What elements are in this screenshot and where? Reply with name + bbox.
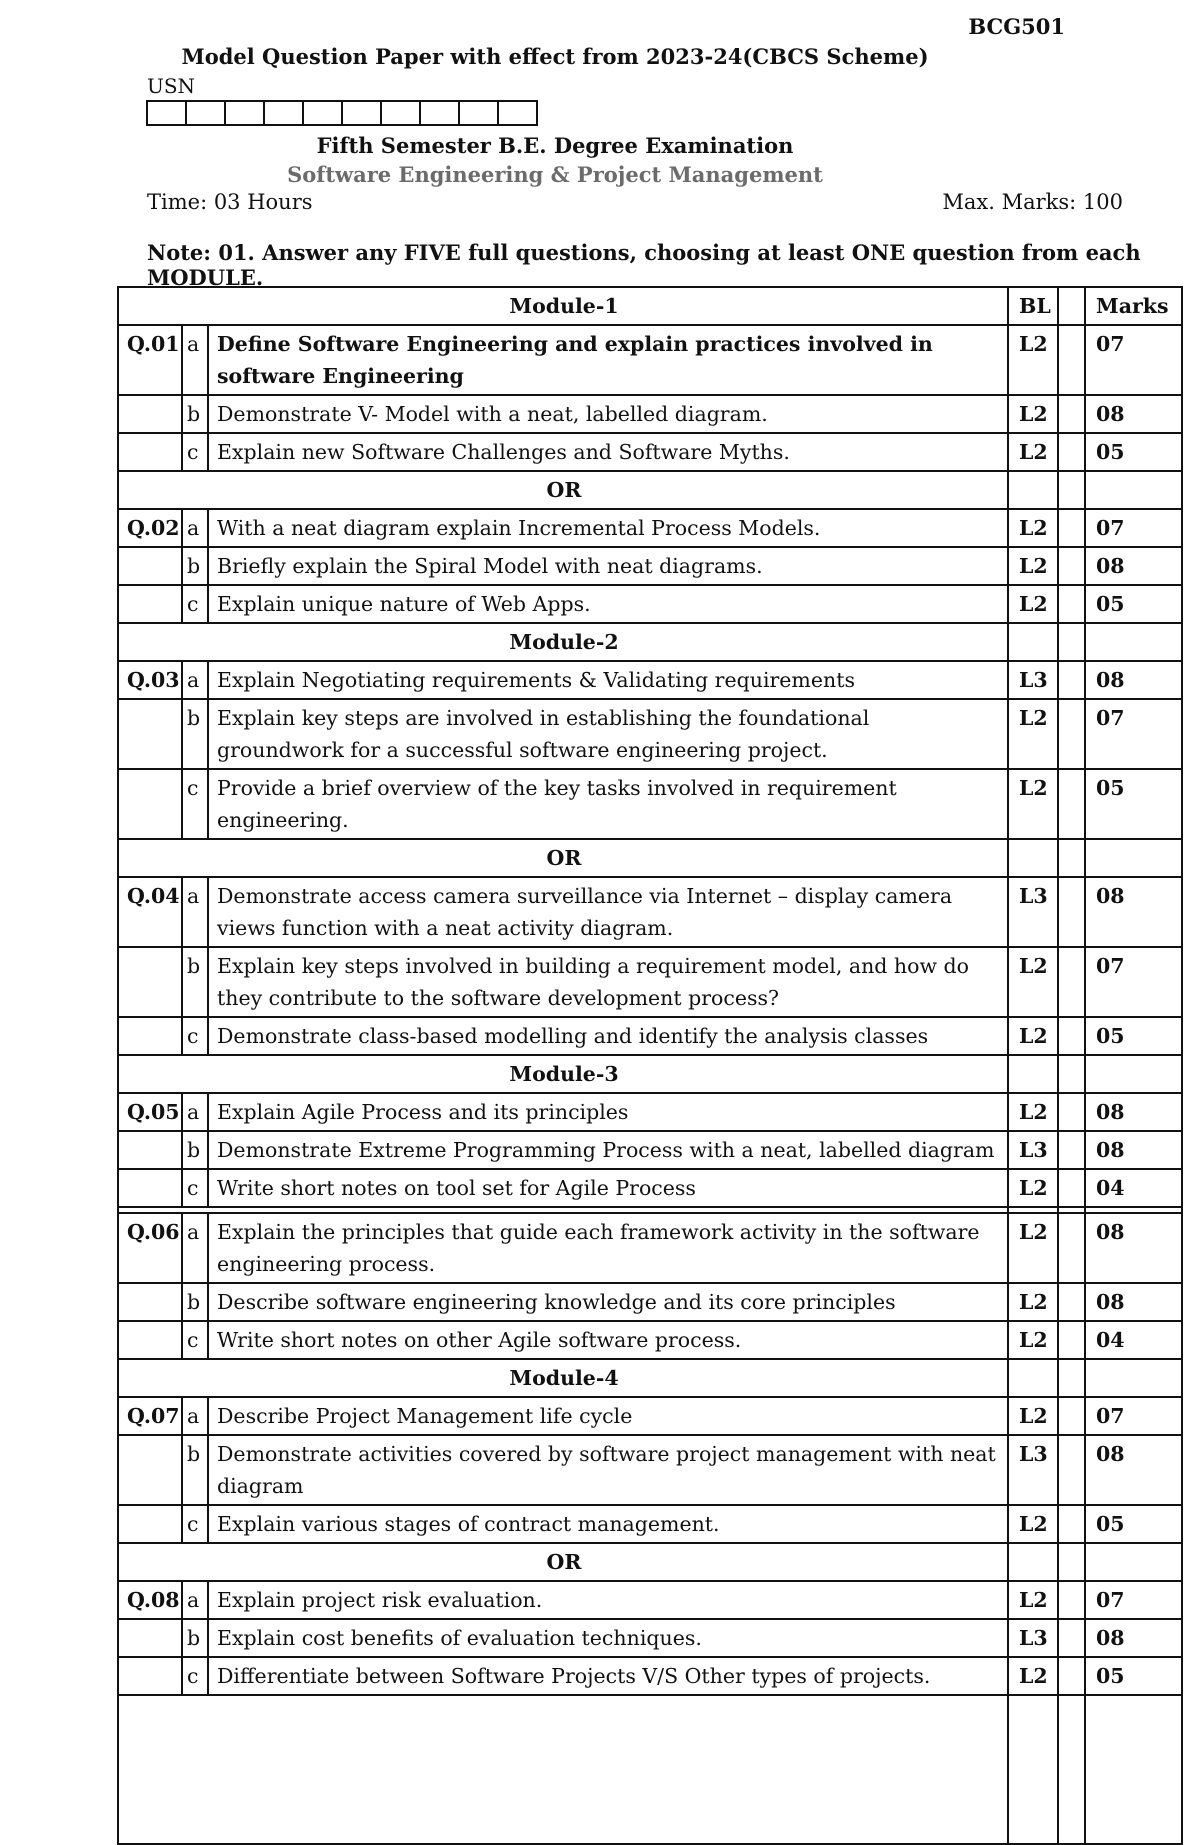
question-row [118, 1213, 1182, 1283]
question-number [118, 433, 182, 471]
question-marks: 04 [1085, 1321, 1182, 1359]
spacer-cell [1058, 1283, 1085, 1321]
spacer-cell [1085, 1543, 1182, 1581]
bloom-level: L2 [1008, 769, 1058, 839]
question-number [118, 1131, 182, 1169]
spacer-cell [1058, 509, 1085, 547]
question-text: Demonstrate class-based modelling and identify the analysis classes [208, 1017, 1008, 1055]
spacer-cell [1058, 839, 1085, 877]
module-heading: Module-3 [118, 1055, 1008, 1093]
bloom-level: L3 [1008, 877, 1058, 947]
question-number [118, 699, 182, 769]
bloom-level: L2 [1008, 1213, 1058, 1283]
time-duration: Time: 03 Hours [147, 190, 313, 214]
spacer-cell [1058, 1359, 1085, 1397]
question-row [118, 1283, 1182, 1321]
question-row [118, 661, 1182, 699]
question-number: Q.04 [118, 877, 182, 947]
bloom-level: L2 [1008, 699, 1058, 769]
subquestion-letter: b [182, 1619, 208, 1657]
empty-cell [1085, 1695, 1182, 1844]
question-row [118, 395, 1182, 433]
question-number [118, 395, 182, 433]
subquestion-letter: c [182, 1505, 208, 1543]
subquestion-letter: b [182, 1131, 208, 1169]
spacer-cell [1058, 325, 1085, 395]
usn-box [460, 100, 499, 126]
question-marks: 05 [1085, 1017, 1182, 1055]
question-table [117, 286, 1183, 1845]
subquestion-letter: b [182, 1435, 208, 1505]
subquestion-letter: c [182, 1169, 208, 1207]
usn-box [226, 100, 265, 126]
bloom-level: L2 [1008, 947, 1058, 1017]
question-number [118, 1283, 182, 1321]
empty-filler-row [118, 1695, 1182, 1844]
spacer-cell [1058, 623, 1085, 661]
subquestion-letter: b [182, 395, 208, 433]
question-marks: 08 [1085, 1131, 1182, 1169]
question-number: Q.05 [118, 1093, 182, 1131]
question-text: Demonstrate V- Model with a neat, labelled diagram. [208, 395, 1008, 433]
usn-box [187, 100, 226, 126]
bloom-level: L2 [1008, 1017, 1058, 1055]
module-heading: Module-4 [118, 1359, 1008, 1397]
bloom-level: L3 [1008, 661, 1058, 699]
empty-cell [118, 1695, 1008, 1844]
spacer-cell [1058, 1435, 1085, 1505]
usn-label: USN [147, 74, 196, 98]
spacer-cell [1058, 1017, 1085, 1055]
spacer-cell [1058, 1543, 1085, 1581]
spacer-cell [1058, 1581, 1085, 1619]
usn-box [499, 100, 538, 126]
usn-box [265, 100, 304, 126]
question-marks: 08 [1085, 547, 1182, 585]
spacer-cell [1085, 623, 1182, 661]
subquestion-letter: c [182, 769, 208, 839]
question-row [118, 1017, 1182, 1055]
question-row [118, 1619, 1182, 1657]
question-marks: 08 [1085, 1619, 1182, 1657]
spacer-cell [1058, 287, 1085, 325]
question-text: Describe Project Management life cycle [208, 1397, 1008, 1435]
question-text: Briefly explain the Spiral Model with neat diagrams. [208, 547, 1008, 585]
spacer-cell [1058, 1505, 1085, 1543]
empty-cell [1058, 1695, 1085, 1844]
question-marks: 08 [1085, 1213, 1182, 1283]
or-row [118, 1543, 1182, 1581]
question-number [118, 585, 182, 623]
question-number [118, 947, 182, 1017]
question-text: Write short notes on tool set for Agile Process [208, 1169, 1008, 1207]
spacer-cell [1008, 471, 1058, 509]
bloom-level: L2 [1008, 547, 1058, 585]
bloom-level: L2 [1008, 1283, 1058, 1321]
module-header-row [118, 1359, 1182, 1397]
question-marks: 08 [1085, 1093, 1182, 1131]
spacer-cell [1058, 1131, 1085, 1169]
question-text: Demonstrate activities covered by software project management with neat diagram [208, 1435, 1008, 1505]
subquestion-letter: a [182, 877, 208, 947]
subquestion-letter: b [182, 1283, 208, 1321]
bloom-level: L2 [1008, 1093, 1058, 1131]
spacer-cell [1058, 471, 1085, 509]
subquestion-letter: a [182, 325, 208, 395]
question-number [118, 1169, 182, 1207]
bloom-level: L2 [1008, 1169, 1058, 1207]
spacer-cell [1058, 1213, 1085, 1283]
question-text: Demonstrate Extreme Programming Process with a neat, labelled diagram [208, 1131, 1008, 1169]
spacer-cell [1008, 1543, 1058, 1581]
spacer-cell [1058, 661, 1085, 699]
question-text: Explain various stages of contract management. [208, 1505, 1008, 1543]
column-header-bl: BL [1008, 287, 1058, 325]
spacer-cell [1085, 839, 1182, 877]
spacer-cell [1058, 433, 1085, 471]
spacer-cell [1058, 1397, 1085, 1435]
question-text: Explain cost benefits of evaluation techniques. [208, 1619, 1008, 1657]
question-text: Provide a brief overview of the key tasks involved in requirement engineering. [208, 769, 1008, 839]
question-text: Explain new Software Challenges and Software Myths. [208, 433, 1008, 471]
subquestion-letter: a [182, 1581, 208, 1619]
bloom-level: L2 [1008, 1397, 1058, 1435]
question-row [118, 769, 1182, 839]
spacer-cell [1058, 699, 1085, 769]
bloom-level: L3 [1008, 1619, 1058, 1657]
question-marks: 07 [1085, 699, 1182, 769]
spacer-cell [1008, 839, 1058, 877]
or-separator: OR [118, 1543, 1008, 1581]
column-header-marks: Marks [1085, 287, 1182, 325]
spacer-cell [1058, 769, 1085, 839]
question-number: Q.08 [118, 1581, 182, 1619]
question-row [118, 1093, 1182, 1131]
question-number [118, 1321, 182, 1359]
question-marks: 08 [1085, 661, 1182, 699]
bloom-level: L2 [1008, 585, 1058, 623]
spacer-cell [1008, 1055, 1058, 1093]
usn-box [343, 100, 382, 126]
spacer-cell [1058, 1093, 1085, 1131]
module-header-row [118, 623, 1182, 661]
spacer-cell [1085, 1055, 1182, 1093]
question-number [118, 1619, 182, 1657]
or-separator: OR [118, 839, 1008, 877]
usn-box [148, 100, 187, 126]
question-marks: 08 [1085, 1435, 1182, 1505]
question-number [118, 769, 182, 839]
question-row [118, 1581, 1182, 1619]
question-marks: 07 [1085, 1581, 1182, 1619]
question-marks: 08 [1085, 877, 1182, 947]
question-number: Q.03 [118, 661, 182, 699]
question-marks: 08 [1085, 395, 1182, 433]
question-marks: 08 [1085, 1283, 1182, 1321]
subquestion-letter: c [182, 1321, 208, 1359]
question-marks: 05 [1085, 1505, 1182, 1543]
bloom-level: L2 [1008, 433, 1058, 471]
subquestion-letter: c [182, 585, 208, 623]
exam-title: Fifth Semester B.E. Degree Examination [316, 133, 794, 158]
spacer-cell [1085, 1359, 1182, 1397]
spacer-cell [1058, 1169, 1085, 1207]
or-row [118, 839, 1182, 877]
subquestion-letter: a [182, 661, 208, 699]
question-row [118, 1321, 1182, 1359]
subquestion-letter: b [182, 547, 208, 585]
question-row [118, 585, 1182, 623]
usn-box [382, 100, 421, 126]
or-separator: OR [118, 471, 1008, 509]
subquestion-letter: a [182, 1397, 208, 1435]
max-marks: Max. Marks: 100 [942, 190, 1123, 214]
question-row [118, 1397, 1182, 1435]
question-number [118, 1017, 182, 1055]
question-text: Write short notes on other Agile software process. [208, 1321, 1008, 1359]
question-row [118, 1505, 1182, 1543]
question-text: Demonstrate access camera surveillance via Internet – display camera views function with a neat activity diagram. [208, 877, 1008, 947]
usn-box [421, 100, 460, 126]
bloom-level: L2 [1008, 509, 1058, 547]
subquestion-letter: c [182, 433, 208, 471]
question-row [118, 877, 1182, 947]
instructions-note: Note: 01. Answer any FIVE full questions, choosing at least ONE question from each MODULE. [147, 240, 1141, 290]
question-number: Q.02 [118, 509, 182, 547]
spacer-cell [1085, 471, 1182, 509]
bloom-level: L3 [1008, 1435, 1058, 1505]
question-text: Explain key steps involved in building a requirement model, and how do they contribute to the software development process? [208, 947, 1008, 1017]
question-number: Q.01 [118, 325, 182, 395]
question-number [118, 1657, 182, 1695]
question-text: Explain unique nature of Web Apps. [208, 585, 1008, 623]
subquestion-letter: c [182, 1017, 208, 1055]
spacer-cell [1058, 1321, 1085, 1359]
usn-box [304, 100, 343, 126]
spacer-cell [1058, 877, 1085, 947]
subquestion-letter: a [182, 509, 208, 547]
usn-boxes [146, 100, 538, 126]
paper-title: Model Question Paper with effect from 2023-24(CBCS Scheme) [181, 44, 929, 69]
question-marks: 05 [1085, 585, 1182, 623]
spacer-cell [1058, 547, 1085, 585]
subquestion-letter: a [182, 1213, 208, 1283]
question-row [118, 1435, 1182, 1505]
question-marks: 07 [1085, 325, 1182, 395]
question-row [118, 509, 1182, 547]
spacer-cell [1058, 947, 1085, 1017]
question-number [118, 1505, 182, 1543]
question-marks: 05 [1085, 769, 1182, 839]
spacer-cell [1058, 395, 1085, 433]
empty-cell [1008, 1695, 1058, 1844]
question-row [118, 699, 1182, 769]
module-header-row [118, 1055, 1182, 1093]
module-header-row [118, 287, 1182, 325]
question-row [118, 433, 1182, 471]
spacer-cell [1058, 1619, 1085, 1657]
question-text: Differentiate between Software Projects V/S Other types of projects. [208, 1657, 1008, 1695]
bloom-level: L2 [1008, 1321, 1058, 1359]
question-text: With a neat diagram explain Incremental Process Models. [208, 509, 1008, 547]
course-code: BCG501 [968, 14, 1065, 39]
question-row [118, 547, 1182, 585]
subquestion-letter: c [182, 1657, 208, 1695]
subquestion-letter: a [182, 1093, 208, 1131]
bloom-level: L2 [1008, 325, 1058, 395]
question-row [118, 1657, 1182, 1695]
question-text: Explain Negotiating requirements & Validating requirements [208, 661, 1008, 699]
module-heading: Module-2 [118, 623, 1008, 661]
question-marks: 07 [1085, 1397, 1182, 1435]
bloom-level: L2 [1008, 1581, 1058, 1619]
question-row [118, 1131, 1182, 1169]
question-number: Q.07 [118, 1397, 182, 1435]
bloom-level: L2 [1008, 1657, 1058, 1695]
question-marks: 04 [1085, 1169, 1182, 1207]
question-marks: 07 [1085, 509, 1182, 547]
question-text: Explain key steps are involved in establishing the foundational groundwork for a successful software engineering project. [208, 699, 1008, 769]
question-row [118, 1169, 1182, 1207]
question-marks: 05 [1085, 433, 1182, 471]
question-text: Explain project risk evaluation. [208, 1581, 1008, 1619]
question-number: Q.06 [118, 1213, 182, 1283]
subquestion-letter: b [182, 947, 208, 1017]
question-text: Explain Agile Process and its principles [208, 1093, 1008, 1131]
spacer-cell [1058, 585, 1085, 623]
question-text: Describe software engineering knowledge and its core principles [208, 1283, 1008, 1321]
spacer-cell [1008, 1359, 1058, 1397]
bloom-level: L3 [1008, 1131, 1058, 1169]
question-marks: 07 [1085, 947, 1182, 1017]
subject-title: Software Engineering & Project Management [287, 162, 823, 187]
question-row [118, 947, 1182, 1017]
question-text: Explain the principles that guide each framework activity in the software engineering process. [208, 1213, 1008, 1283]
spacer-cell [1058, 1657, 1085, 1695]
question-row [118, 325, 1182, 395]
spacer-cell [1058, 1055, 1085, 1093]
question-number [118, 1435, 182, 1505]
question-number [118, 547, 182, 585]
module-heading: Module-1 [118, 287, 1008, 325]
spacer-cell [1008, 623, 1058, 661]
or-row [118, 471, 1182, 509]
subquestion-letter: b [182, 699, 208, 769]
bloom-level: L2 [1008, 395, 1058, 433]
question-marks: 05 [1085, 1657, 1182, 1695]
bloom-level: L2 [1008, 1505, 1058, 1543]
question-text: Define Software Engineering and explain practices involved in software Engineering [208, 325, 1008, 395]
